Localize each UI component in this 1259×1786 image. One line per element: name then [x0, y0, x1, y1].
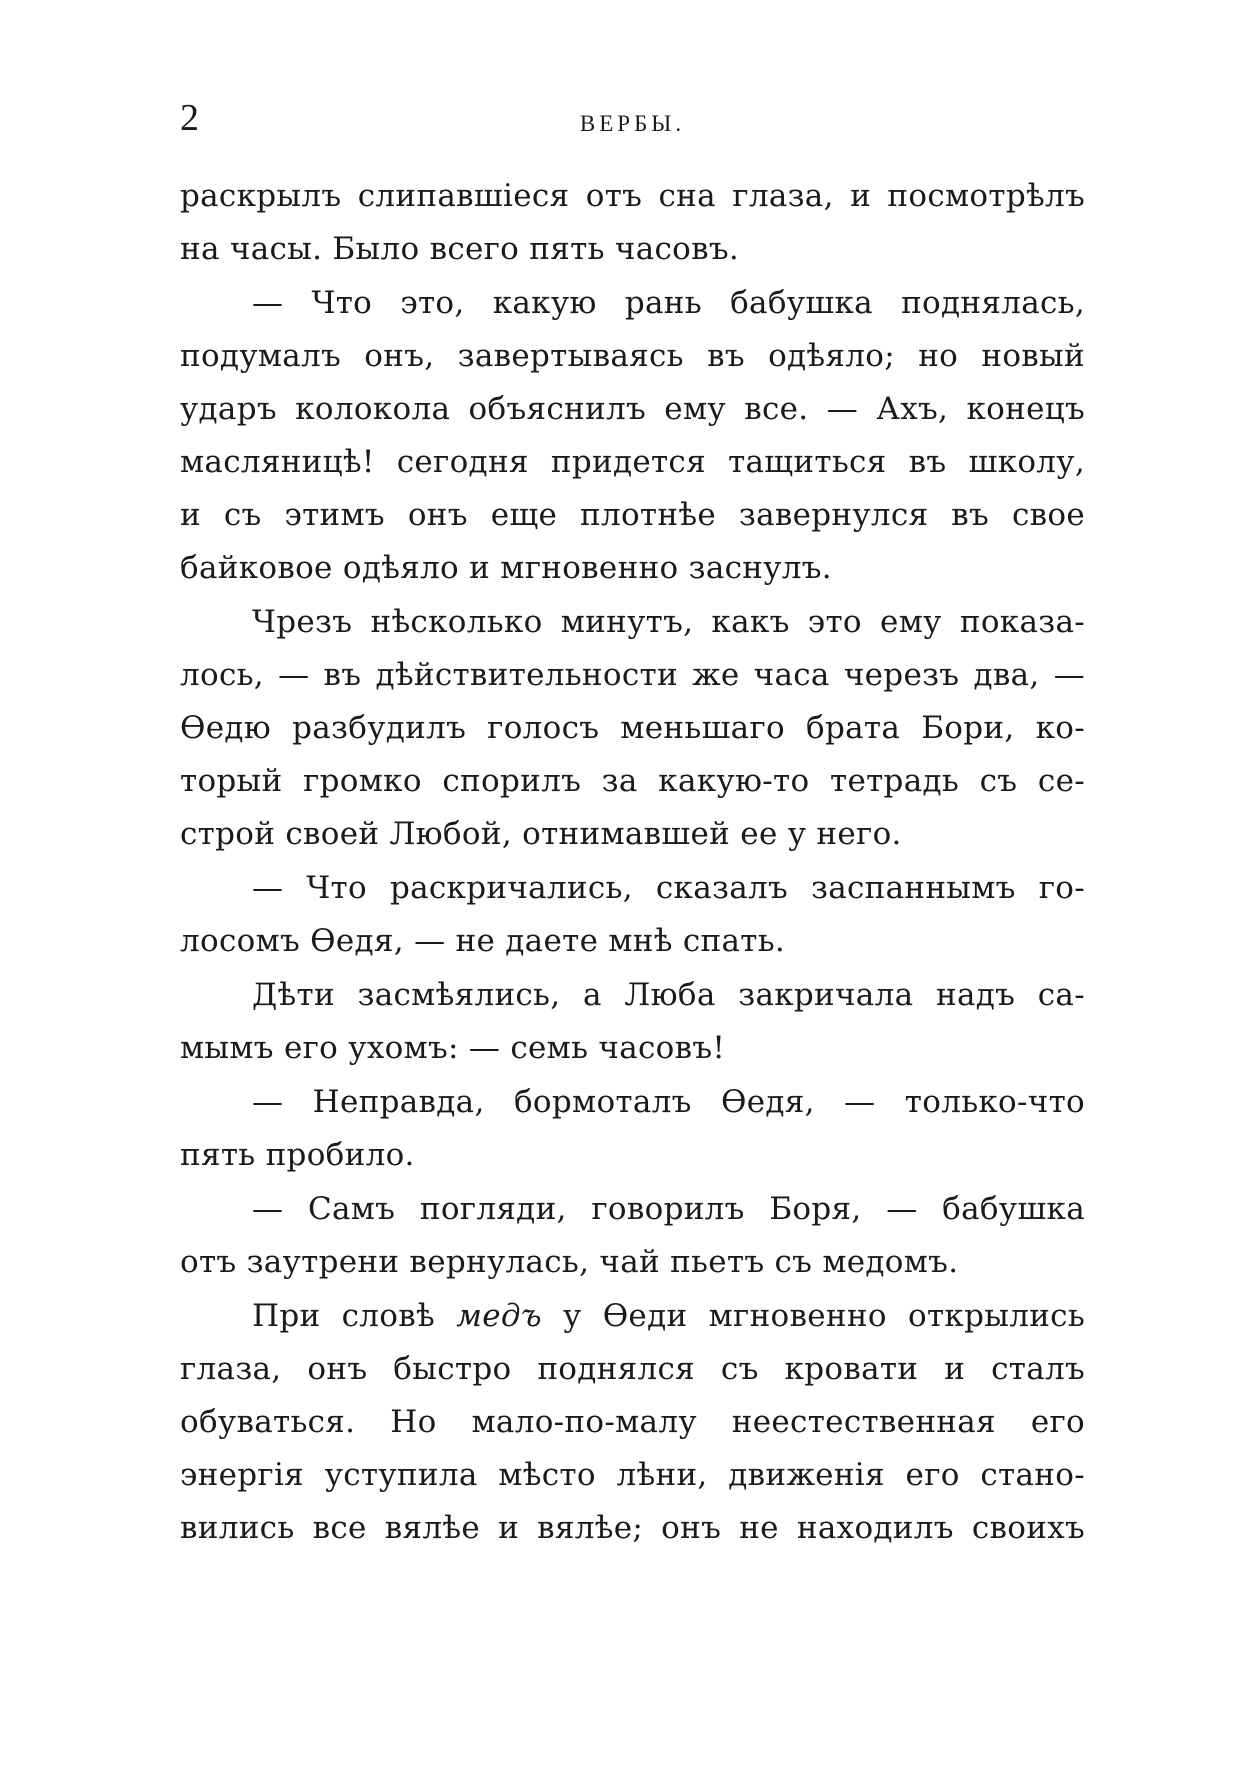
text-fragment: у Ѳеди мгновенно открылись [541, 1298, 1085, 1334]
text-line: торый громко спорилъ за какую-то тетрадь съ се- [180, 763, 1085, 799]
text-line: пять пробило. [180, 1137, 415, 1173]
text-line [180, 1290, 1085, 1343]
body-text [180, 170, 1085, 1555]
text-line: — Что это, какую рань бабушка поднялась, [252, 285, 1085, 321]
text-line: строй своей Любой, отнимавшей ее у него. [180, 816, 902, 852]
italic-word: медъ [456, 1298, 542, 1334]
text-line: Чрезъ нѣсколько минутъ, какъ это ему показа- [252, 604, 1085, 640]
text-line: раскрылъ слипавшіеся отъ сна глаза, и посмотрѣлъ [180, 178, 1085, 214]
text-line: лосомъ Ѳедя, — не даете мнѣ спать. [180, 923, 786, 959]
paragraph [180, 862, 1085, 968]
paragraph [180, 969, 1085, 1075]
text-line: мымъ его ухомъ: — семь часовъ! [180, 1030, 726, 1066]
text-line: глаза, онъ быстро поднялся съ кровати и сталъ [180, 1351, 1085, 1387]
text-line: Ѳедю разбудилъ голосъ меньшаго брата Бори, ко- [180, 710, 1085, 746]
text-line: Дѣти засмѣялись, а Люба закричала надъ са- [252, 977, 1085, 1013]
text-line: отъ заутрени вернулась, чай пьетъ съ медомъ. [180, 1244, 959, 1280]
paragraph [180, 277, 1085, 595]
paragraph [180, 1183, 1085, 1289]
text-line: байковое одѣяло и мгновенно заснулъ. [180, 550, 832, 586]
text-fragment: При словѣ [252, 1298, 457, 1334]
running-header [180, 96, 1085, 146]
text-line: на часы. Было всего пять часовъ. [180, 231, 740, 267]
text-line: — Что раскричались, сказалъ заспаннымъ го- [252, 870, 1085, 906]
text-line: подумалъ онъ, завертываясь въ одѣяло; но новый [180, 338, 1085, 374]
text-line: вились все вялѣе и вялѣе; онъ не находилъ своихъ [180, 1510, 1085, 1546]
paragraph [180, 1076, 1085, 1182]
text-line: масляницѣ! сегодня придется тащиться въ школу, [180, 444, 1085, 480]
paragraph [180, 170, 1085, 276]
running-title: ВЕРБЫ. [579, 111, 686, 136]
text-line: ударъ колокола объяснилъ ему все. — Ахъ, конецъ [180, 391, 1085, 427]
page-number: 2 [180, 97, 199, 139]
text-line: — Самъ погляди, говорилъ Боря, — бабушка [252, 1191, 1085, 1227]
text-line: и съ этимъ онъ еще плотнѣе завернулся въ свое [180, 497, 1085, 533]
text-line: обуваться. Но мало-по-малу неестественная его [180, 1404, 1085, 1440]
text-line: лось, — въ дѣйствительности же часа черезъ два, — [180, 657, 1085, 693]
paragraph [180, 1290, 1085, 1555]
text-line: энергія уступила мѣсто лѣни, движенія его стано- [180, 1457, 1085, 1493]
paragraph [180, 596, 1085, 861]
text-line: — Неправда, бормоталъ Ѳедя, — только-что [252, 1084, 1085, 1120]
